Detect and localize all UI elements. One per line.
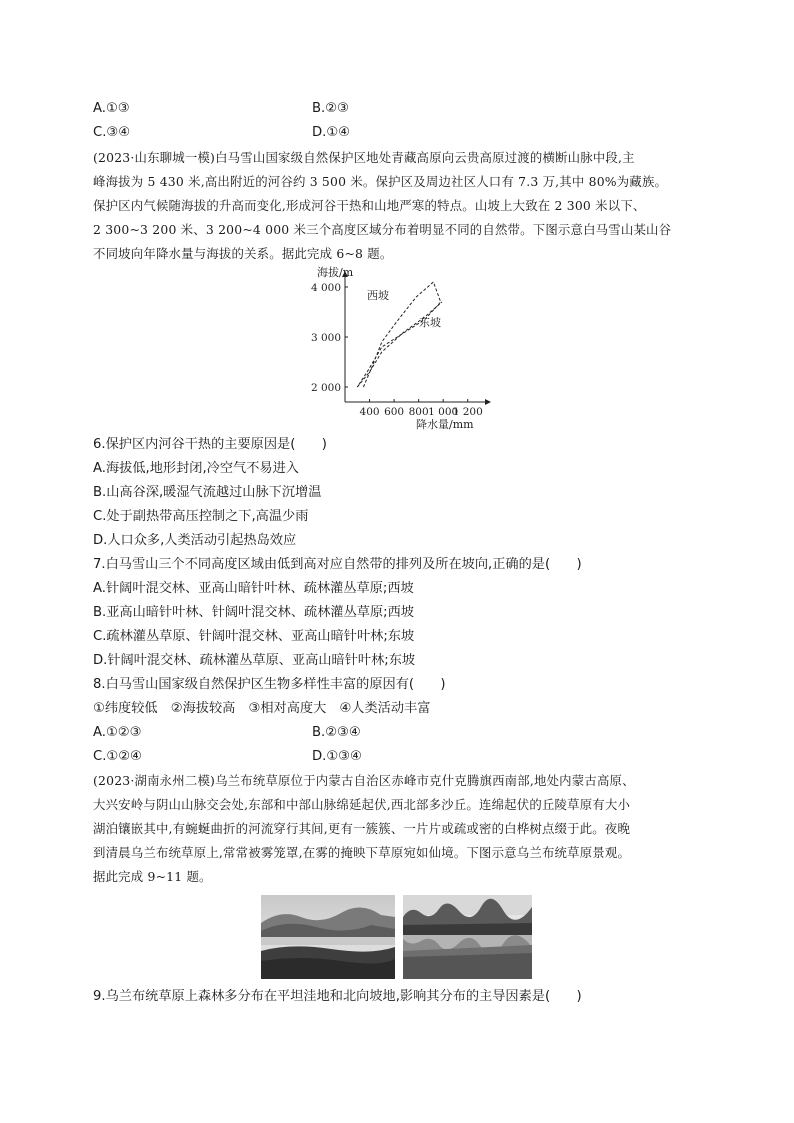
prev-option-row-2: [93, 125, 350, 141]
q8-option-row-1: [93, 725, 361, 741]
q8-stem: 8.白马雪山国家级自然保护区生物多样性丰富的原因有( ): [93, 677, 446, 692]
y-axis-label: 海拔/m: [317, 266, 354, 279]
q6-stem: [93, 437, 327, 453]
lake-birch-photo: [403, 895, 532, 979]
prev-option-b: B.②③: [312, 101, 349, 116]
x-tick-label: 600: [384, 406, 405, 418]
grassland-fog-photo: [261, 895, 395, 979]
y-tick-label: 3 000: [310, 332, 341, 344]
q8-option-a: A.①②③: [93, 725, 142, 740]
q6-option-d: D.人口众多,人类活动引起热岛效应: [93, 533, 297, 548]
prev-option-c: C.③④: [93, 125, 131, 140]
q7-option-a: A.针阔叶混交林、亚高山暗针叶林、疏林灌丛草原;西坡: [93, 581, 414, 596]
passage-line: 不同坡向年降水量与海拔的关系。据此完成 6~8 题。: [93, 246, 393, 261]
q8-option-d: D.①③④: [312, 749, 362, 764]
q8-items: ①纬度较低 ②海拔较高 ③相对高度大 ④人类活动丰富: [93, 701, 431, 716]
x-tick-label: 1 200: [452, 406, 483, 418]
x-tick-label: 1 000: [428, 406, 459, 418]
passage-line: 湖泊镶嵌其中,有蜿蜒曲折的河流穿行其间,更有一簇簇、一片片或疏或密的白桦树点缀于此。夜晚: [93, 821, 631, 836]
q9-stem: 9.乌兰布统草原上森林多分布在平坦洼地和北向坡地,影响其分布的主导因素是( ): [93, 989, 582, 1004]
passage-line: (2023·湖南永州二模)乌兰布统草原位于内蒙古自治区赤峰市克什克腾旗西南部,地处内蒙古高原、: [93, 773, 635, 788]
passage-baimaxueshan: [93, 146, 703, 266]
q6-stem-text: 6.保护区内河谷干热的主要原因是( ): [93, 437, 327, 452]
series-label-east: 东坡: [419, 316, 441, 329]
passage-wulanbutong: [93, 769, 703, 889]
x-tick-label: 800: [408, 406, 429, 418]
q8-option-b: B.②③④: [312, 725, 361, 740]
y-tick-label: 4 000: [310, 282, 341, 294]
q7-stem: 7.白马雪山三个不同高度区域由低到高对应自然带的排列及所在坡向,正确的是( ): [93, 557, 582, 572]
passage-line: 峰海拔为 5 430 米,高出附近的河谷约 3 500 米。保护区及周边社区人口有 7.3 万,其中 80%为藏族。: [93, 174, 668, 189]
passage-line: 2 300~3 200 米、3 200~4 000 米三个高度区域分布着明显不同的自然带。下图示意白马雪山某山谷: [93, 222, 672, 237]
q6-option-c: C.处于副热带高压控制之下,高温少雨: [93, 509, 309, 524]
q6-option-b: B.山高谷深,暖湿气流越过山脉下沉增温: [93, 485, 322, 500]
prev-option-a: A.①③: [93, 101, 130, 116]
passage-line: (2023·山东聊城一模)白马雪山国家级自然保护区地处青藏高原向云贵高原过渡的横断山脉中段,主: [93, 150, 635, 165]
x-axis-label: 降水量/mm: [416, 418, 474, 431]
y-tick-label: 2 000: [310, 382, 341, 394]
passage-line: 大兴安岭与阴山山脉交会处,东部和中部山脉绵延起伏,西北部多沙丘。连绵起伏的丘陵草原有大小: [93, 797, 631, 812]
prev-option-row-1: [93, 101, 349, 117]
q8-option-c: C.①②④: [93, 749, 142, 764]
passage-line: 到清晨乌兰布统草原上,常常被雾笼罩,在雾的掩映下草原宛如仙境。下图示意乌兰布统草原景观。: [93, 845, 631, 860]
x-tick-label: 400: [359, 406, 380, 418]
series-label-west: 西坡: [367, 289, 389, 302]
precipitation-altitude-chart: [300, 262, 500, 434]
passage-line: 据此完成 9~11 题。: [93, 869, 212, 884]
q6-option-a: A.海拔低,地形封闭,冷空气不易进入: [93, 461, 299, 476]
passage-line: 保护区内气候随海拔的升高而变化,形成河谷干热和山地严寒的特点。山坡上大致在 2 300 米以下、: [93, 198, 646, 213]
prev-option-d: D.①④: [312, 125, 350, 140]
q8-option-row-2: [93, 749, 362, 765]
q7-option-c: C.疏林灌丛草原、针阔叶混交林、亚高山暗针叶林;东坡: [93, 629, 415, 644]
q7-option-d: D.针阔叶混交林、疏林灌丛草原、亚高山暗针叶林;东坡: [93, 653, 416, 668]
q7-option-b: B.亚高山暗针叶林、针阔叶混交林、疏林灌丛草原;西坡: [93, 605, 414, 620]
